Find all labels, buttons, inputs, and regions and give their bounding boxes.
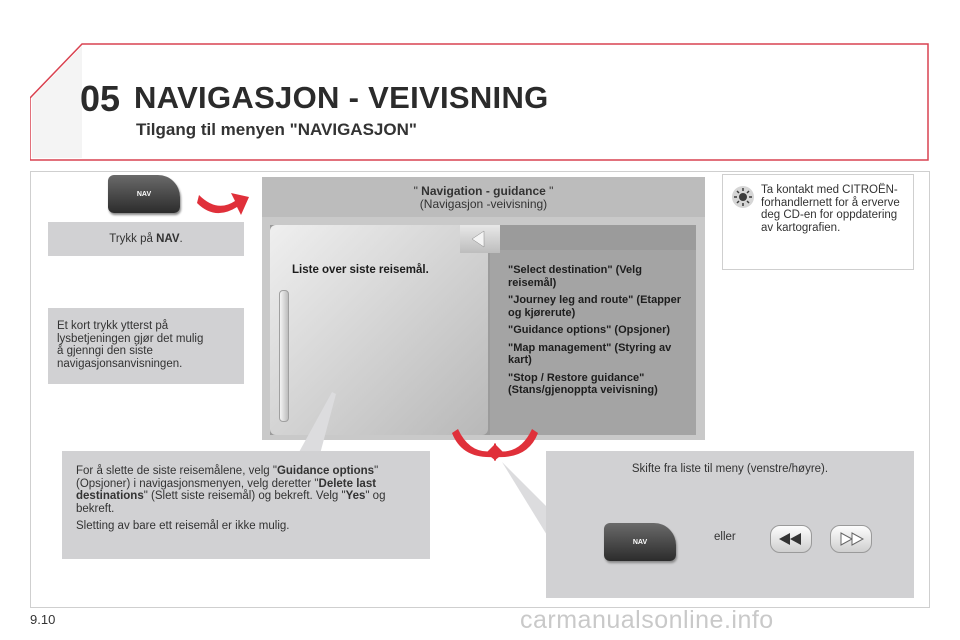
watermark: carmanualsonline.info: [520, 606, 774, 634]
scrollbar[interactable]: [279, 290, 289, 422]
forward-button: [830, 525, 872, 553]
back-arrow-icon: [460, 225, 500, 253]
page-number: 9.10: [30, 612, 56, 627]
chapter-number: 05: [80, 78, 121, 119]
menu-item-journey-leg[interactable]: "Journey leg and route" (Etapper og kjørerute): [508, 294, 682, 319]
menu-list: [508, 264, 688, 397]
nav-key-2: [604, 523, 676, 561]
rewind-button: [770, 525, 812, 553]
delete-note-p2: Sletting av bare ett reisemål er ikke mulig.: [76, 520, 290, 532]
menu-item-select-destination[interactable]: "Select destination" (Velg reisemål): [508, 264, 642, 289]
switch-note-box: [546, 451, 914, 598]
info-text: Ta kontakt med CITROËN-forhandlernett for å erverve deg CD-en for oppdatering av kartografien.: [761, 184, 900, 234]
switch-note-text: Skifte fra liste til meny (venstre/høyre).: [631, 463, 829, 475]
delete-note-box: [62, 451, 430, 559]
double-left-arrow-icon: [778, 532, 804, 546]
menu-item-stop-restore[interactable]: "Stop / Restore guidance" (Stans/gjenoppta veivisning): [508, 371, 658, 396]
screen-header-subtitle: (Navigasjon -veivisning): [419, 197, 548, 211]
delete-note-text: For å slette de siste reisemålene, velg "Guidance options" (Opsjoner) i navigasjonsmenyen, velg deretter "Delete last destinations" (Slett siste reisemål) og bekreft. Velg "Yes" og bekreft. Sletting av bare ett reisemål er ikke mulig.: [76, 465, 421, 533]
screen-header-title: Navigation - guidance: [421, 184, 546, 198]
tip-box: [48, 308, 244, 384]
switch-callout-pointer: [500, 460, 552, 540]
screen-header: " Navigation - guidance " (Navigasjon -veivisning): [262, 177, 705, 217]
step1-caption-key: NAV: [156, 233, 180, 245]
menu-item-guidance-options[interactable]: "Guidance options" (Opsjoner): [508, 324, 671, 336]
or-label: eller: [714, 531, 736, 543]
back-tab[interactable]: [460, 225, 500, 253]
step1-caption: [48, 233, 244, 246]
nav-key: [108, 175, 180, 213]
step1-caption-box: [48, 222, 244, 256]
step1-caption-prefix: Trykk på: [109, 233, 157, 245]
callout-pointer: [290, 390, 350, 454]
nav-key-2-label: NAV: [632, 538, 648, 546]
info-box: [722, 174, 914, 270]
tip-text: Et kort trykk ytterst på lysbetjeningen gjør det mulig å gjenngi den siste navigasjonsanvisningen.: [57, 320, 204, 370]
nav-key-label: NAV: [136, 190, 152, 198]
list-title: Liste over siste reisemål.: [292, 264, 429, 276]
double-right-arrow-icon: [838, 532, 864, 546]
red-swap-arrows-icon: [450, 415, 540, 461]
page-title: NAVIGASJON - VEIVISNING: [134, 80, 549, 115]
step1-caption-suffix: .: [179, 233, 183, 245]
page-subtitle: Tilgang til menyen "NAVIGASJON": [136, 120, 417, 139]
light-bulb-icon: [731, 185, 755, 209]
red-arrow-right-icon: [195, 185, 253, 221]
menu-item-map-management[interactable]: "Map management" (Styring av kart): [508, 341, 672, 366]
